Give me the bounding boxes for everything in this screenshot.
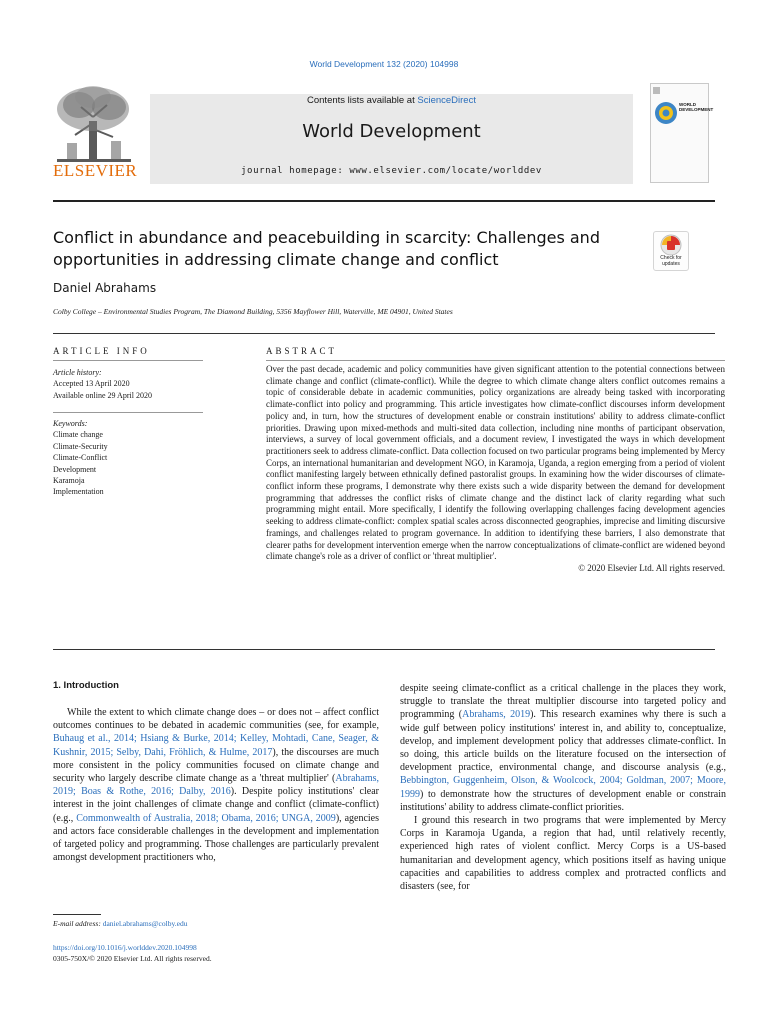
- sciencedirect-link[interactable]: ScienceDirect: [417, 95, 476, 106]
- article-info-heading: ARTICLE INFO: [53, 346, 150, 356]
- abstract-copyright: © 2020 Elsevier Ltd. All rights reserved.: [578, 562, 725, 573]
- body-text: ) to demonstrate how the structures of development enable or constrain institutions' ability to address climate-conflict priorities.: [400, 788, 726, 813]
- journal-citation-link[interactable]: World Development 132 (2020) 104998: [309, 59, 459, 69]
- body-text: ). Despite policy institutions' clear interest in the joint challenges of climate change and conflict (climate-conflict) (e.g.,: [53, 786, 379, 824]
- intro-paragraph: [400, 682, 726, 814]
- author-name[interactable]: Daniel Abrahams: [53, 281, 157, 295]
- intro-column-right: [400, 682, 726, 893]
- citation-link[interactable]: Buhaug et al., 2014; Hsiang & Burke, 2014; Kelley, Mohtadi, Cane, Seager, & Kushnir, 2015; Selby, Dahi, Fröhlich, & Hulme, 2017: [53, 733, 379, 758]
- doi-block: [53, 942, 212, 964]
- journal-cover-thumbnail[interactable]: [650, 83, 714, 183]
- abstract-text: Over the past decade, academic and policy communities have given significant attention to the potential connections between climate change and conflict (climate-conflict). While the degree to which climate change alters conflict outcomes remains a topic of considerable debate in academic communities, policy organizations are already being tasked with incorporating climate-conflict into policy and programming. This article investigates how climate-conflict discourses inform development policy and, in turn, how the structures of development enable or constrain institutions' ability to address climate-conflict priorities. Drawing upon mixed-methods and multi-sited data collection, including nine months of participant observation, interviews, a survey of local government officials, and a document review, I investigated the ways in which development practitioners seek to address climate-conflict. Data collection focused on two particular programs being implemented by Mercy Corps, an international humanitarian and development NGO, in Karamoja, Uganda, a region emerging from a period of violent conflict manifesting largely between ethnically defined pastoralist groups. In examining how the wider discourses of climate-conflict inform these programs, I demonstrate why there exists such a wide disparity between the demand for development programming that addresses the conflict risks of climate change and the distinct lack of clarity regarding what such programming might entail. More specifically, I identify the following overlapping challenges facing development agencies seeking to address climate-conflict: complex spatial scales across disconnected geographies, imprecise and limiting discursive framings, and challenges related to program governance. In addition to identifying these barriers, I also demonstrate that clearer paths for development intervention emerge when the narrow conceptualizations of climate-conflict are widened beyond climate change's role as a driver of conflict or 'threat multiplier'.: [266, 364, 725, 562]
- cover-title: WORLD DEVELOPMENT: [679, 102, 714, 112]
- abstract-divider: [266, 360, 725, 361]
- citation-link[interactable]: Abrahams, 2019; Boas & Rothe, 2016; Dalby, 2016: [53, 773, 379, 798]
- intro-column-left: [53, 706, 379, 864]
- info-rule: [53, 333, 715, 334]
- body-text: despite seeing climate-conflict as a critical challenge in the places they work, struggle to translate the threat multiplier discourse into targeted policy and programming (: [400, 683, 726, 721]
- elsevier-logo[interactable]: [53, 83, 138, 183]
- citation-link[interactable]: Abrahams, 2019: [462, 709, 531, 721]
- keywords-divider: [53, 412, 203, 413]
- keyword-item: Implementation: [53, 487, 104, 497]
- crossmark-label: Check for updates: [660, 255, 682, 267]
- author-affiliation: Colby College – Environmental Studies Program, The Diamond Building, 5356 Mayflower Hill, Waterville, ME 04901, United States: [53, 307, 453, 316]
- keyword-item: Development: [53, 464, 97, 474]
- journal-name: World Development: [302, 121, 481, 142]
- body-text: I ground this research in two programs that were implemented by Mercy Corps in Karamoja Uganda, a region that had, until relatively recently, experienced high rates of violent conflict. Mercy Corps is a US-based humanitarian and development agency, which positions itself as having unique capacities and capabilities to address complex and protracted conflicts and disasters (see, for: [400, 815, 726, 893]
- globe-icon: [651, 84, 714, 182]
- keywords-block: [53, 418, 108, 498]
- article-title: Conflict in abundance and peacebuilding in scarcity: Challenges and opportunities in addressing climate change and conflict: [53, 228, 600, 269]
- email-label: E-mail address:: [53, 919, 103, 928]
- abstract-bottom-rule: [53, 649, 715, 650]
- keywords-label: Keywords:: [53, 419, 88, 428]
- email-footnote: [53, 919, 187, 928]
- abstract-heading: ABSTRACT: [266, 346, 338, 356]
- elsevier-wordmark: ELSEVIER: [53, 161, 138, 180]
- history-label: Article history:: [53, 368, 102, 377]
- keyword-item: Karamoja: [53, 476, 85, 486]
- contents-line: [150, 95, 633, 106]
- body-text: ), the discourses are much more consistent in the policy communities focused on climate change and security who largely describe climate change as a 'threat multiplier' (: [53, 746, 379, 785]
- contents-prefix: Contents lists available at: [307, 95, 418, 106]
- intro-paragraph: [400, 814, 726, 893]
- tree-icon: [53, 83, 135, 163]
- citation-link[interactable]: Bebbington, Guggenheim, Olson, & Woolcock, 2004; Goldman, 2007; Moore, 1999: [400, 775, 726, 800]
- keyword-item: Climate-Security: [53, 441, 108, 451]
- abstract-body: [266, 364, 725, 575]
- keyword-item: Climate change: [53, 430, 103, 440]
- author-email-link[interactable]: daniel.abrahams@colby.edu: [102, 919, 188, 928]
- body-text: ), agencies and actors face considerable challenges in the development and implementation of targeted policy and programming. Those challenges are particularly prevalent amongst development practitioners who,: [53, 812, 379, 864]
- masthead-rule: [53, 200, 715, 202]
- citation-link[interactable]: Commonwealth of Australia, 2018; Obama, 2016; UNGA, 2009: [76, 812, 336, 824]
- issn-copyright: 0305-750X/© 2020 Elsevier Ltd. All rights reserved.: [53, 954, 212, 963]
- article-history: [53, 367, 152, 401]
- doi-link[interactable]: https://doi.org/10.1016/j.worlddev.2020.104998: [53, 943, 197, 952]
- check-for-updates-badge[interactable]: [653, 231, 689, 271]
- journal-band: [150, 94, 633, 184]
- footnote-rule: [53, 914, 101, 915]
- masthead: [53, 83, 714, 190]
- body-text: ). This research examines why there is such a wide gulf between policy institutions' interest in, and ability to, conceptualize, develop, and implement development policy that addresses climate-conflict. In so doing, this article builds on the literature focused on the intersection of development practice, environmental change, and discourse analysis (e.g.,: [400, 709, 726, 774]
- journal-homepage[interactable]: journal homepage: www.elsevier.com/locate/worlddev: [241, 166, 542, 176]
- section-heading: 1. Introduction: [53, 680, 119, 691]
- article-info-divider: [53, 360, 203, 361]
- keyword-item: Climate-Conflict: [53, 453, 108, 463]
- online-date: Available online 29 April 2020: [53, 390, 152, 400]
- accepted-date: Accepted 13 April 2020: [53, 379, 130, 389]
- body-text: While the extent to which climate change does – or does not – affect conflict outcomes continues to be debated in academic communities (see, for example,: [53, 707, 379, 732]
